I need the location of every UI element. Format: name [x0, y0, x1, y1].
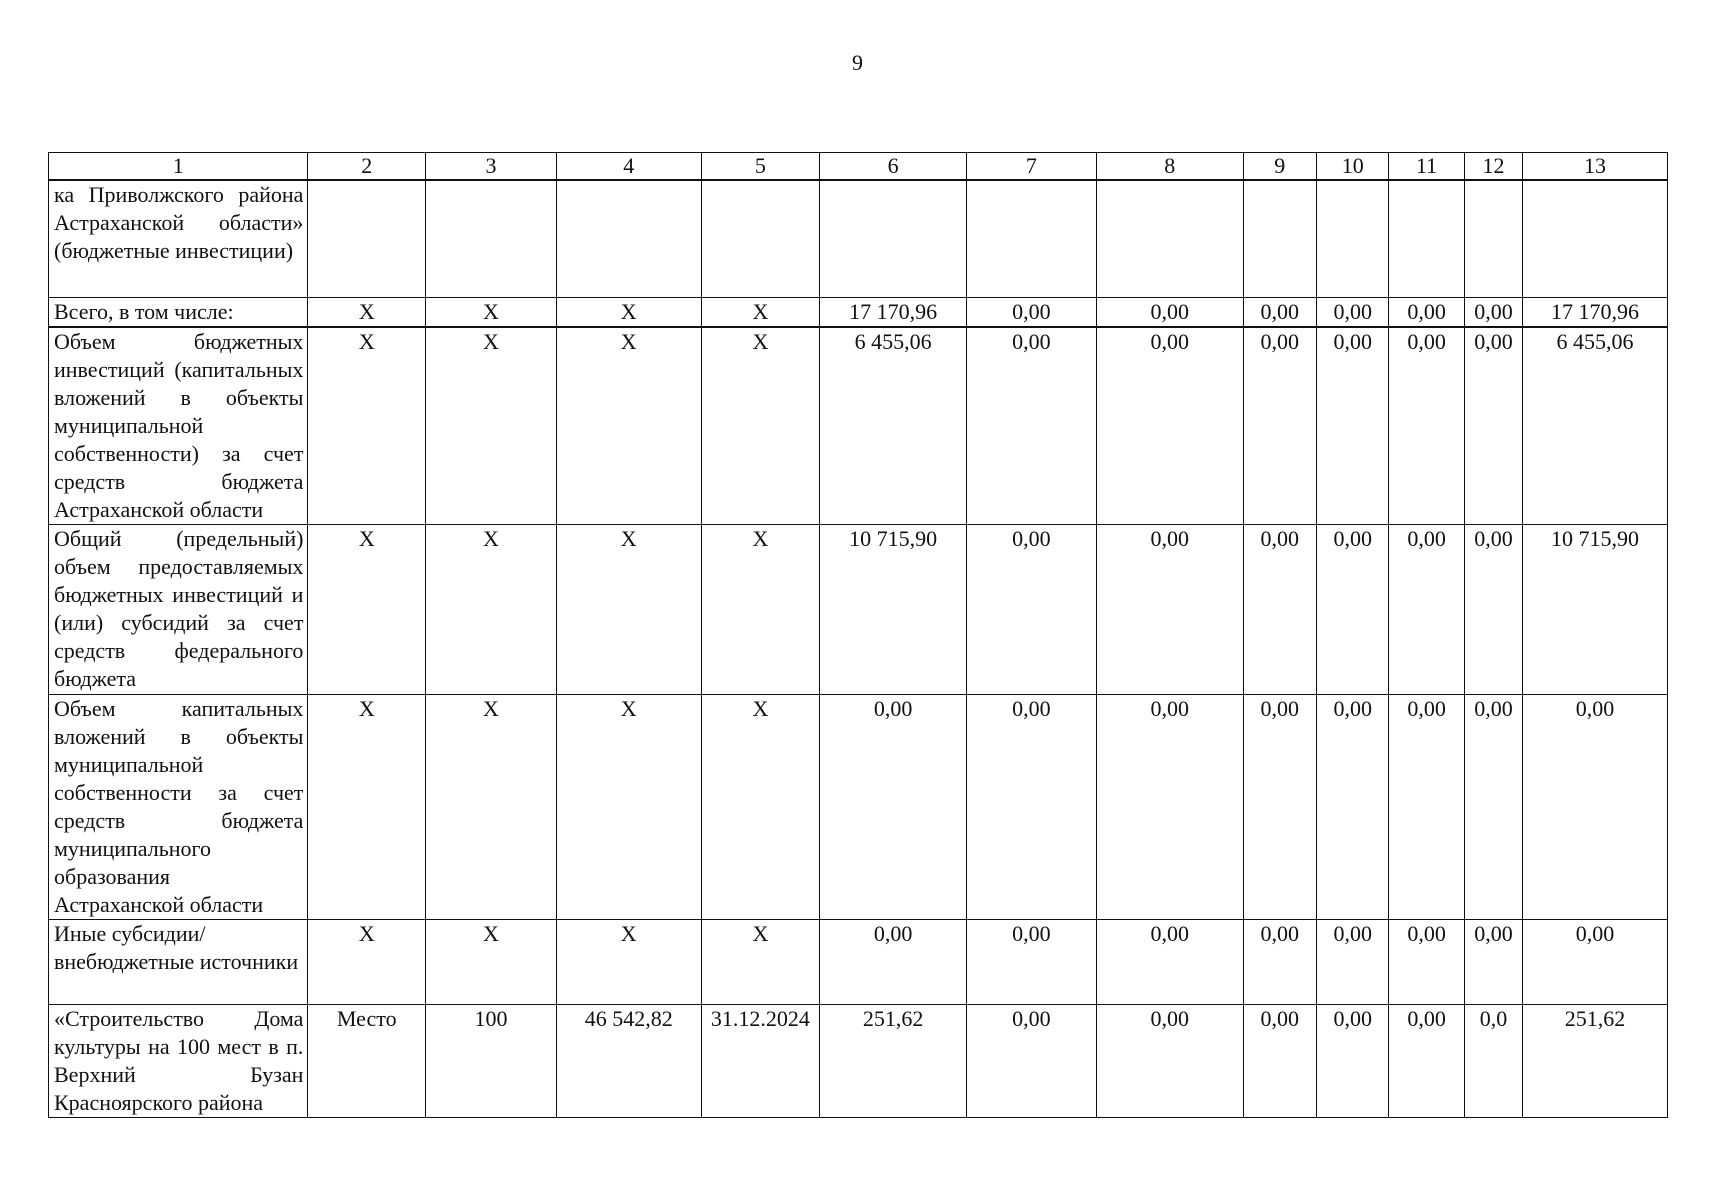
header-col-8: 8 [1096, 153, 1243, 181]
table-cell [556, 180, 701, 297]
row-label-cell: Объем бюджетных инвестиций (капитальных вложений в объекты муниципальной собственности) за счет средств бюджета Астраханской области [49, 327, 308, 525]
table-cell: X [701, 327, 820, 525]
table-cell: 0,00 [1096, 695, 1243, 920]
table-cell: X [556, 297, 701, 327]
table-cell: X [308, 297, 426, 327]
table-body [49, 180, 1668, 1118]
table-cell: 0,00 [1464, 695, 1522, 920]
table-cell: X [556, 525, 701, 695]
table-cell: 0,00 [1523, 695, 1668, 920]
table-cell: 0,00 [967, 297, 1097, 327]
table-cell: 17 170,96 [820, 297, 967, 327]
table-cell [426, 180, 557, 297]
table-cell [1317, 180, 1389, 297]
table-cell: 0,00 [1389, 920, 1464, 1005]
table-cell [1096, 180, 1243, 297]
table-cell: X [701, 525, 820, 695]
table-cell: X [426, 695, 557, 920]
table-cell [1523, 180, 1668, 297]
table-cell: 10 715,90 [820, 525, 967, 695]
table-cell: 0,00 [967, 525, 1097, 695]
table-row [49, 525, 1668, 695]
table-cell: 0,00 [1096, 297, 1243, 327]
budget-table-container [48, 152, 1668, 1118]
table-cell: 0,00 [1317, 1005, 1389, 1118]
header-row [49, 153, 1668, 181]
table-cell: 17 170,96 [1523, 297, 1668, 327]
table-cell: 251,62 [1523, 1005, 1668, 1118]
table-cell: X [556, 327, 701, 525]
table-cell: 6 455,06 [1523, 327, 1668, 525]
row-label-cell: Общий (предельный) объем предоставляемых бюджетных инвестиций и (или) субсидий за счет средств федерального бюджета [49, 525, 308, 695]
table-cell [701, 180, 820, 297]
table-row [49, 180, 1668, 297]
row-label-cell: Объем капитальных вложений в объекты муниципальной собственности за счет средств бюджета муниципального образования Астраханской области [49, 695, 308, 920]
table-cell: 0,00 [1389, 1005, 1464, 1118]
table-cell: 0,00 [967, 1005, 1097, 1118]
header-col-13: 13 [1523, 153, 1668, 181]
budget-table [48, 152, 1668, 1118]
table-cell: 0,00 [1317, 327, 1389, 525]
table-cell: X [308, 695, 426, 920]
table-cell: X [426, 920, 557, 1005]
table-cell: 251,62 [820, 1005, 967, 1118]
header-col-3: 3 [426, 153, 557, 181]
row-label-cell: «Строительство Дома культуры на 100 мест в п. Верхний Бузан Красноярского района [49, 1005, 308, 1118]
table-cell: 0,00 [1389, 525, 1464, 695]
table-cell: 0,00 [1096, 920, 1243, 1005]
table-cell: 46 542,82 [556, 1005, 701, 1118]
table-cell: 0,00 [1096, 525, 1243, 695]
table-row [49, 327, 1668, 525]
table-cell: 10 715,90 [1523, 525, 1668, 695]
table-cell: 0,0 [1464, 1005, 1522, 1118]
table-cell: 0,00 [1464, 525, 1522, 695]
table-row [49, 297, 1668, 327]
table-cell: X [701, 920, 820, 1005]
row-label-cell: Всего, в том числе: [49, 297, 308, 327]
header-col-10: 10 [1317, 153, 1389, 181]
table-cell: 0,00 [1464, 297, 1522, 327]
table-cell: 0,00 [1317, 695, 1389, 920]
table-cell: 0,00 [1389, 327, 1464, 525]
table-cell: 0,00 [1243, 1005, 1316, 1118]
table-cell [1464, 180, 1522, 297]
table-cell [820, 180, 967, 297]
table-cell: 0,00 [967, 695, 1097, 920]
table-cell: 0,00 [1464, 327, 1522, 525]
table-cell: 0,00 [1523, 920, 1668, 1005]
row-label-cell: Иные субсидии/внебюджетные источники [49, 920, 308, 1005]
table-row [49, 920, 1668, 1005]
table-row [49, 1005, 1668, 1118]
table-cell: X [426, 327, 557, 525]
table-cell [967, 180, 1097, 297]
table-cell: 0,00 [820, 920, 967, 1005]
table-cell [308, 180, 426, 297]
table-cell: 0,00 [1464, 920, 1522, 1005]
table-cell: 0,00 [1243, 297, 1316, 327]
table-cell: X [556, 695, 701, 920]
table-cell: X [701, 297, 820, 327]
table-cell: 0,00 [1317, 297, 1389, 327]
header-col-9: 9 [1243, 153, 1316, 181]
header-col-12: 12 [1464, 153, 1522, 181]
table-cell: 0,00 [1317, 525, 1389, 695]
table-cell: X [426, 297, 557, 327]
header-col-6: 6 [820, 153, 967, 181]
table-cell: 0,00 [1317, 920, 1389, 1005]
table-cell: X [308, 920, 426, 1005]
table-cell: 0,00 [1389, 695, 1464, 920]
table-cell: 0,00 [1243, 525, 1316, 695]
table-cell [1243, 180, 1316, 297]
header-col-5: 5 [701, 153, 820, 181]
table-cell: X [701, 695, 820, 920]
table-cell: 0,00 [1096, 327, 1243, 525]
table-cell: X [556, 920, 701, 1005]
table-cell: Место [308, 1005, 426, 1118]
table-cell: X [308, 525, 426, 695]
table-row [49, 695, 1668, 920]
header-col-2: 2 [308, 153, 426, 181]
table-cell: X [308, 327, 426, 525]
table-cell: 31.12.2024 [701, 1005, 820, 1118]
table-cell: 0,00 [1389, 297, 1464, 327]
table-cell: 0,00 [1096, 1005, 1243, 1118]
table-cell: X [426, 525, 557, 695]
header-col-11: 11 [1389, 153, 1464, 181]
table-cell: 0,00 [1243, 920, 1316, 1005]
page-number: 9 [852, 50, 863, 75]
table-cell: 0,00 [820, 695, 967, 920]
header-col-7: 7 [967, 153, 1097, 181]
table-cell: 0,00 [967, 920, 1097, 1005]
header-col-1: 1 [49, 153, 308, 181]
table-cell: 0,00 [1243, 695, 1316, 920]
table-cell [1389, 180, 1464, 297]
table-cell: 100 [426, 1005, 557, 1118]
table-cell: 0,00 [967, 327, 1097, 525]
table-cell: 6 455,06 [820, 327, 967, 525]
table-cell: 0,00 [1243, 327, 1316, 525]
header-col-4: 4 [556, 153, 701, 181]
row-label-cell: ка Приволжского района Астраханской области» (бюджетные инвестиции) [49, 180, 308, 297]
